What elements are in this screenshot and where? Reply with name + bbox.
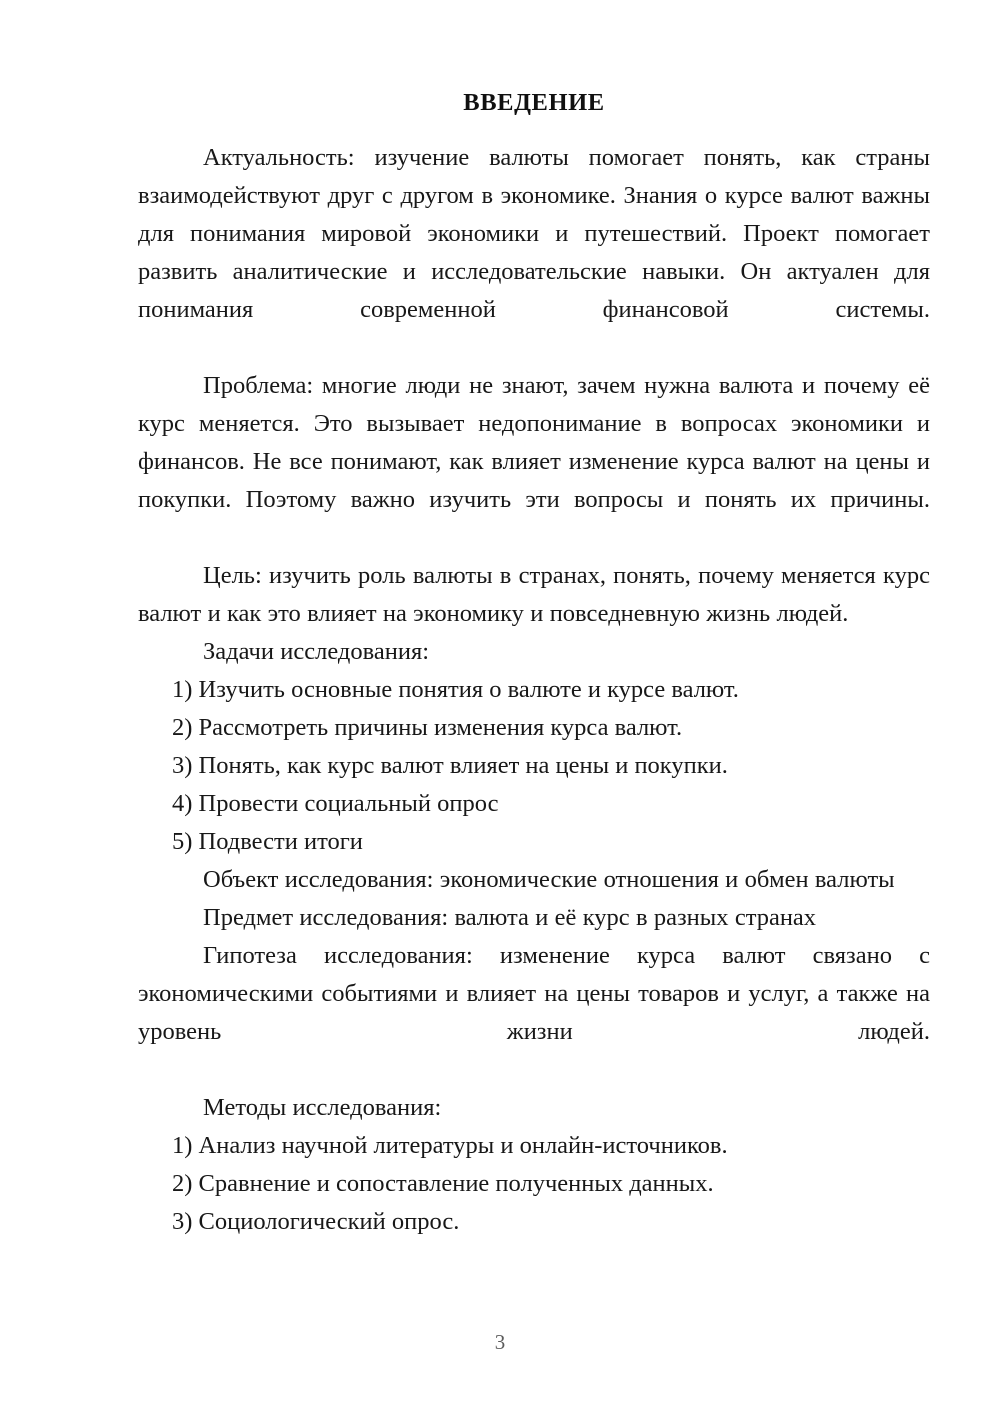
list-item: 1) Анализ научной литературы и онлайн-источников.: [172, 1131, 728, 1159]
paragraph-subject: Предмет исследования: валюта и её курс в разных странах: [203, 903, 817, 931]
list-item: 3) Понять, как курс валют влияет на цены и покупки.: [172, 751, 728, 779]
methods-list: [138, 1127, 930, 1241]
paragraph-object: Объект исследования: экономические отношения и обмен валюты: [203, 865, 895, 893]
document-body: [138, 88, 930, 1241]
tasks-list: [138, 671, 930, 861]
list-item: 3) Социологический опрос.: [172, 1207, 460, 1235]
paragraph-hypothesis: Гипотеза исследования: изменение курса валют связано с экономическими событиями и влияет на цены товаров и услуг, а также на уровень жизни людей.: [138, 941, 930, 1045]
list-item: 5) Подвести итоги: [172, 827, 363, 855]
paragraph-goal: Цель: изучить роль валюты в странах, понять, почему меняется курс валют и как это влияет на экономику и повседневную жизнь людей.: [138, 561, 930, 627]
paragraph-relevance: Актуальность: изучение валюты помогает понять, как страны взаимодействуют друг с другом в экономике. Знания о курсе валют важны для понимания мировой экономики и путешествий. Проект помогает развить аналитические и исследовательские навыки. Он актуален для понимания современной финансовой системы.: [138, 143, 930, 323]
heading-tasks: Задачи исследования:: [203, 637, 430, 665]
paragraph-problem: Проблема: многие люди не знают, зачем нужна валюта и почему её курс меняется. Это вызывает недопонимание в вопросах экономики и финансов. Не все понимают, как влияет изменение курса валют на цены и покупки. Поэтому важно изучить эти вопросы и понять их причины.: [138, 371, 930, 513]
heading-methods: Методы исследования:: [203, 1093, 442, 1121]
page-title: ВВЕДЕНИЕ: [463, 89, 605, 116]
list-item: 2) Сравнение и сопоставление полученных данных.: [172, 1169, 714, 1197]
list-item: 4) Провести социальный опрос: [172, 789, 499, 817]
list-item: 2) Рассмотреть причины изменения курса валют.: [172, 713, 683, 741]
list-item: 1) Изучить основные понятия о валюте и курсе валют.: [172, 675, 739, 703]
page-number: 3: [494, 1330, 506, 1354]
